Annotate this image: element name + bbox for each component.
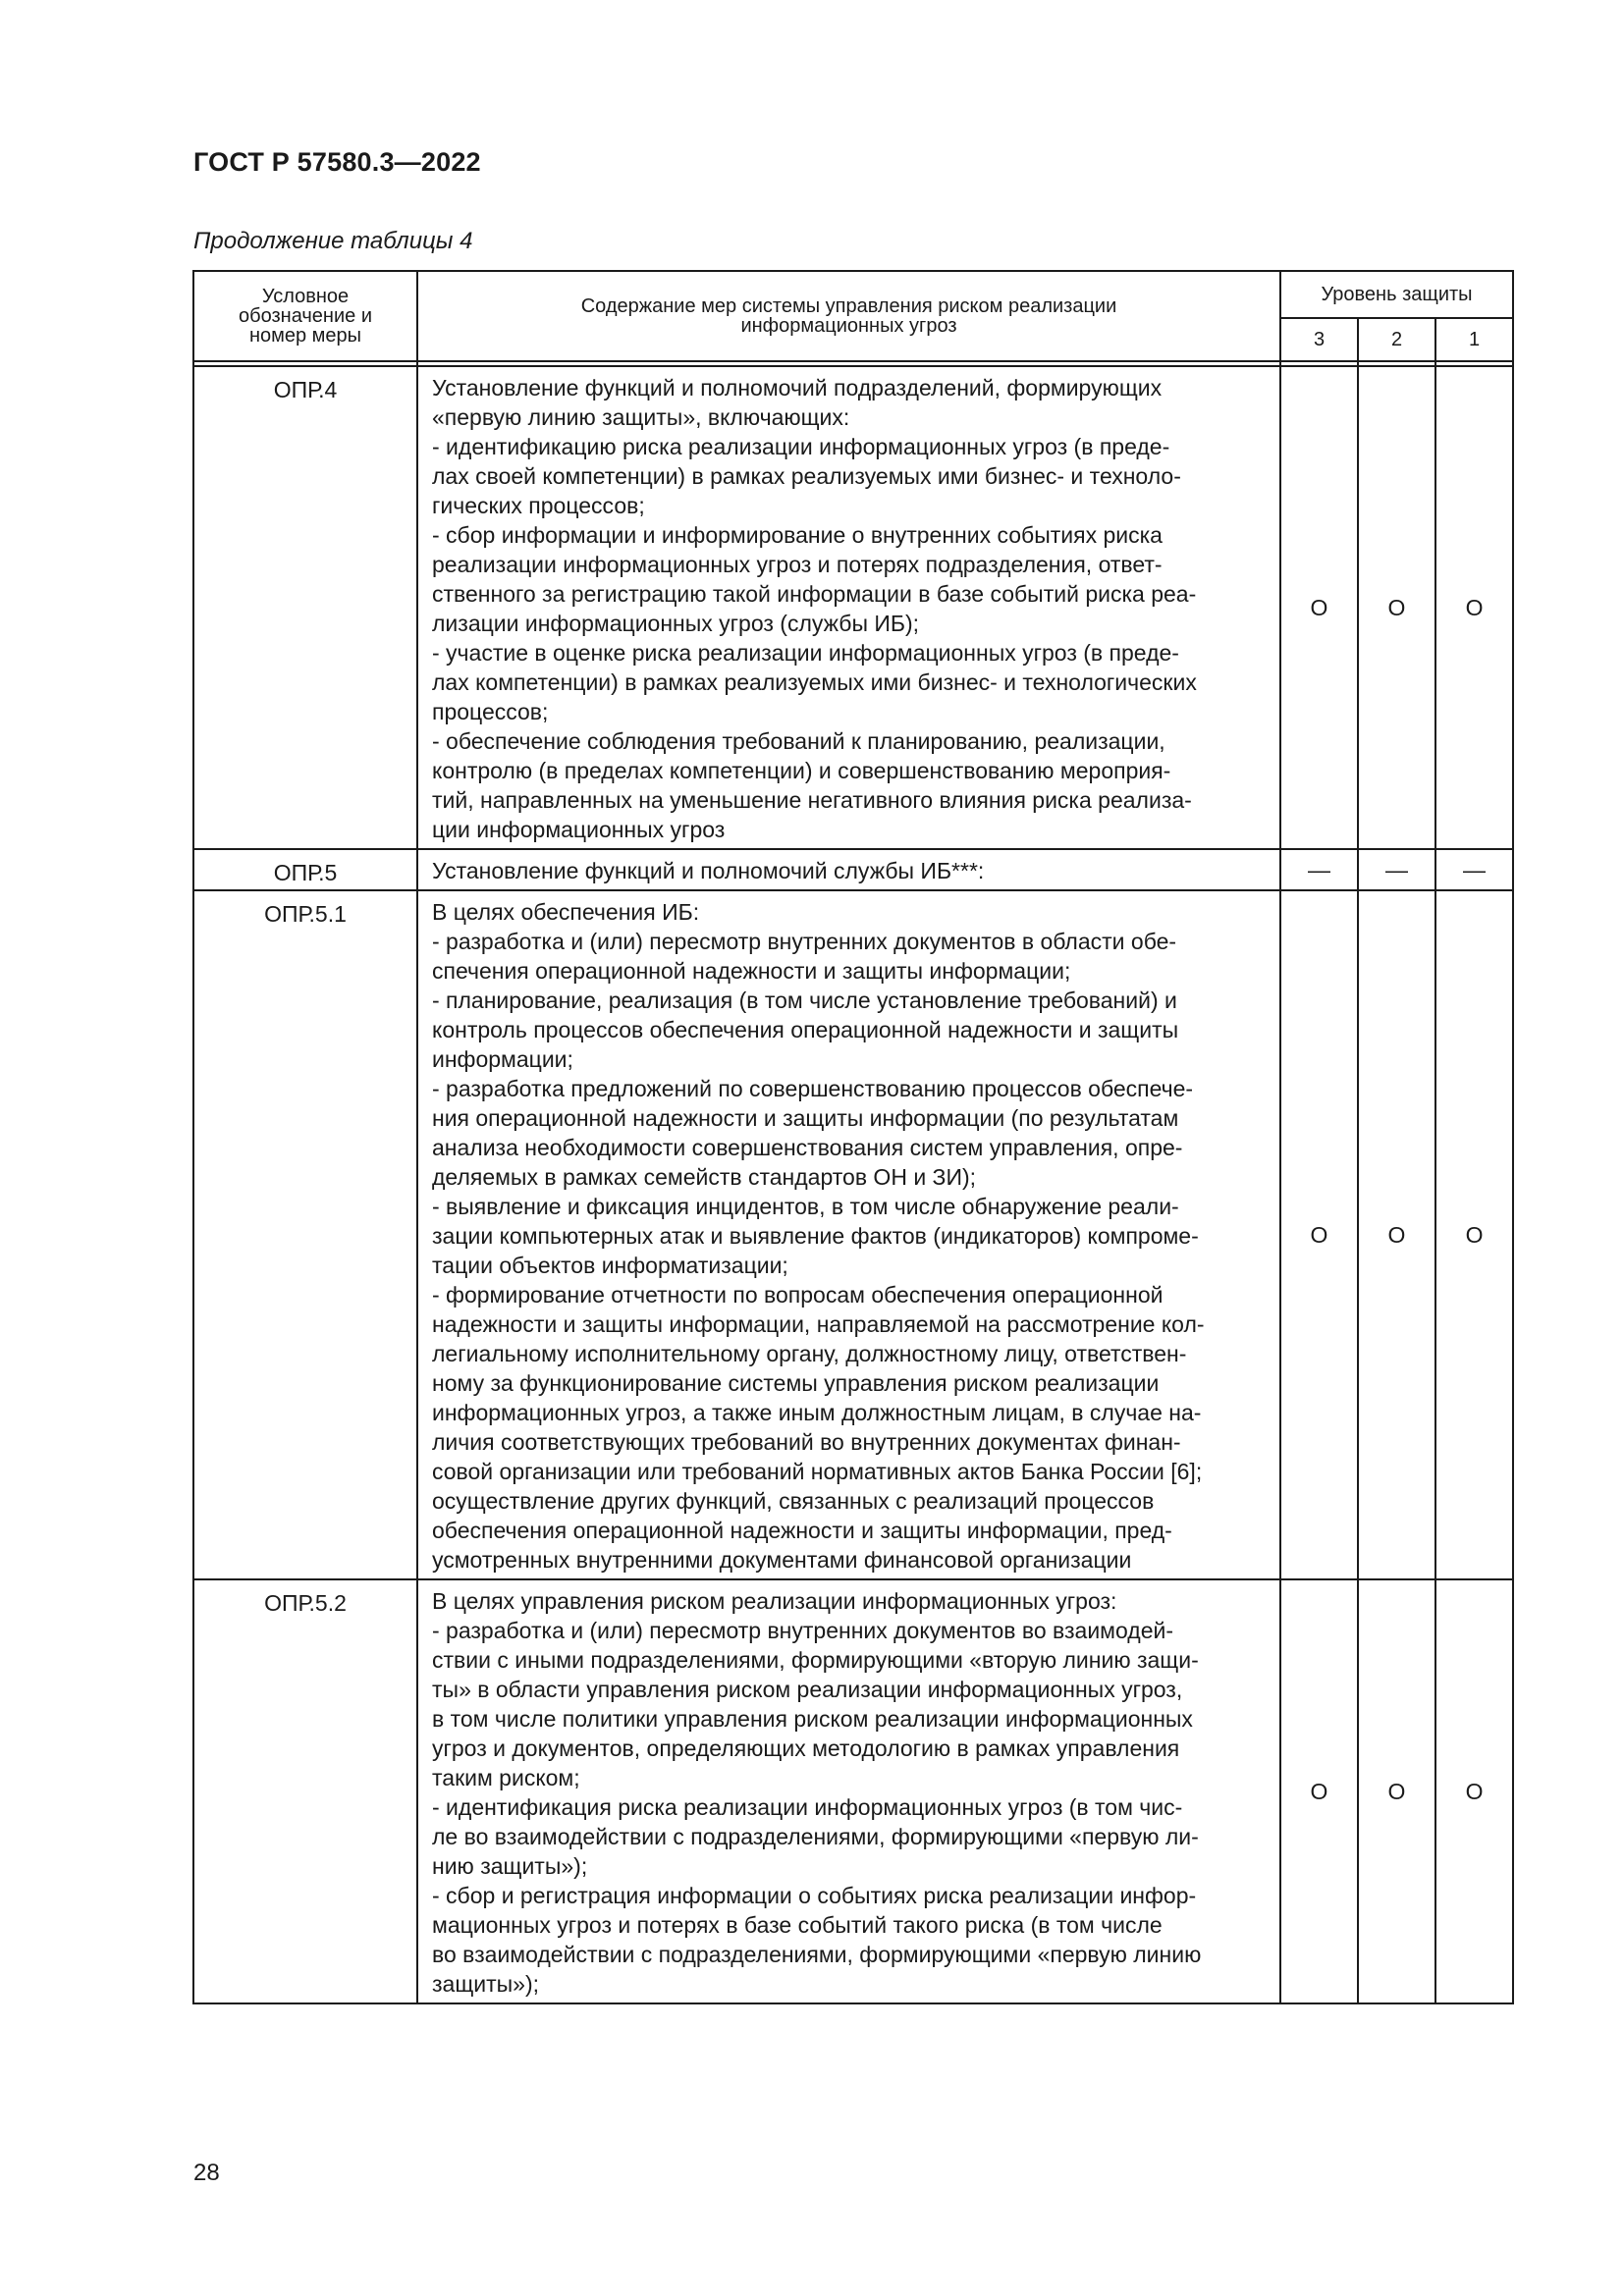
measures-table: [192, 270, 1514, 2004]
header-content-text: Содержание мер системы управления риском реализации информационных угроз: [580, 295, 1117, 337]
content-line: реализации информационных угроз и потерях подразделения, ответ-: [432, 552, 1163, 577]
measure-content: [417, 890, 1280, 1579]
content-line: - планирование, реализация (в том числе установление требований) и: [432, 988, 1177, 1013]
content-line: в том числе политики управления риском реализации информационных: [432, 1706, 1193, 1732]
measure-code: ОПР.4: [193, 366, 417, 849]
header-code: [193, 271, 417, 361]
content-line: усмотренных внутренними документами финансовой организации: [432, 1547, 1132, 1573]
content-line: процессов;: [432, 699, 549, 724]
content-line: информационных угроз, а также иным должностным лицам, в случае на-: [432, 1400, 1202, 1425]
measure-code: ОПР.5: [193, 849, 417, 890]
content-line: тий, направленных на уменьшение негативного влияния риска реализа-: [432, 787, 1192, 813]
content-line: контроль процессов обеспечения операционной надежности и защиты: [432, 1017, 1179, 1042]
content-line: - формирование отчетности по вопросам обеспечения операционной: [432, 1282, 1164, 1308]
measure-code: ОПР.5.1: [193, 890, 417, 1579]
content-line: Установление функций и полномочий подразделений, формирующих: [432, 375, 1163, 400]
content-line: гических процессов;: [432, 493, 645, 518]
content-line: Установление функций и полномочий службы ИБ***:: [432, 858, 985, 883]
content-line: - выявление и фиксация инцидентов, в том числе обнаружение реали-: [432, 1194, 1179, 1219]
level-1-mark: О: [1435, 890, 1513, 1579]
page-number: 28: [193, 2160, 220, 2186]
content-line: - сбор информации и информирование о внутренних событиях риска: [432, 522, 1163, 548]
content-line: ции информационных угроз: [432, 817, 726, 842]
header-code-text: Условное обозначение и номер меры: [239, 286, 372, 347]
content-line: лах компетенции) в рамках реализуемых ими бизнес- и технологических: [432, 669, 1197, 695]
content-line: - разработка и (или) пересмотр внутренних документов во взаимодей-: [432, 1618, 1173, 1643]
content-line: - идентификацию риска реализации информационных угроз (в преде-: [432, 434, 1170, 459]
content-line: осуществление других функций, связанных с реализаций процессов: [432, 1488, 1155, 1514]
content-line: лах своей компетенции) в рамках реализуемых ими бизнес- и техноло-: [432, 463, 1181, 489]
content-line: мационных угроз и потерях в базе событий такого риска (в том числе: [432, 1912, 1163, 1938]
measure-content: [417, 849, 1280, 890]
content-line: тации объектов информатизации;: [432, 1253, 788, 1278]
content-line: ния операционной надежности и защиты информации (по результатам: [432, 1105, 1179, 1131]
measure-content: [417, 366, 1280, 849]
content-line: защиты»);: [432, 1971, 540, 1997]
level-3-mark: —: [1280, 849, 1358, 890]
content-line: анализа необходимости совершенствования систем управления, опре-: [432, 1135, 1183, 1160]
level-3-mark: О: [1280, 366, 1358, 849]
content-line: нию защиты»);: [432, 1853, 588, 1879]
table-header-row: [193, 271, 1513, 318]
header-level-3: 3: [1280, 318, 1358, 361]
content-line: - участие в оценке риска реализации информационных угроз (в преде-: [432, 640, 1179, 666]
content-line: В целях управления риском реализации информационных угроз:: [432, 1588, 1117, 1614]
content-line: ты» в области управления риском реализации информационных угроз,: [432, 1677, 1183, 1702]
table-row: [193, 890, 1513, 1579]
content-line: легиальному исполнительному органу, должностному лицу, ответствен-: [432, 1341, 1187, 1366]
table-row: [193, 1579, 1513, 2003]
content-line: - обеспечение соблюдения требований к планированию, реализации,: [432, 728, 1165, 754]
content-line: «первую линию защиты», включающих:: [432, 404, 850, 430]
level-2-mark: —: [1358, 849, 1435, 890]
content-line: - разработка и (или) пересмотр внутренних документов в области обе-: [432, 929, 1177, 954]
level-2-mark: О: [1358, 1579, 1435, 2003]
content-line: зации компьютерных атак и выявление фактов (индикаторов) компроме-: [432, 1223, 1199, 1249]
level-3-mark: О: [1280, 890, 1358, 1579]
content-line: ле во взаимодействии с подразделениями, формирующими «первую ли-: [432, 1824, 1199, 1849]
table-row: [193, 849, 1513, 890]
content-line: угроз и документов, определяющих методологию в рамках управления: [432, 1735, 1180, 1761]
level-1-mark: —: [1435, 849, 1513, 890]
level-1-mark: О: [1435, 1579, 1513, 2003]
table-continuation-caption: Продолжение таблицы 4: [193, 228, 473, 254]
content-line: - идентификация риска реализации информационных угроз (в том чис-: [432, 1794, 1183, 1820]
table-row: [193, 366, 1513, 849]
header-level-2: 2: [1358, 318, 1435, 361]
content-line: ственного за регистрацию такой информации в базе событий риска реа-: [432, 581, 1197, 607]
content-line: спечения операционной надежности и защиты информации;: [432, 958, 1071, 984]
level-2-mark: О: [1358, 890, 1435, 1579]
level-1-mark: О: [1435, 366, 1513, 849]
header-level-1: 1: [1435, 318, 1513, 361]
content-line: совой организации или требований нормативных актов Банка России [6];: [432, 1459, 1203, 1484]
content-line: ствии с иными подразделениями, формирующими «вторую линию защи-: [432, 1647, 1199, 1673]
header-protection-level: Уровень защиты: [1280, 271, 1513, 318]
content-line: контролю (в пределах компетенции) и совершенствованию мероприя-: [432, 758, 1171, 783]
content-line: деляемых в рамках семейств стандартов ОН и ЗИ);: [432, 1164, 977, 1190]
header-content: [417, 271, 1280, 361]
content-line: информации;: [432, 1046, 573, 1072]
content-line: - сбор и регистрация информации о событиях риска реализации инфор-: [432, 1883, 1197, 1908]
content-line: таким риском;: [432, 1765, 580, 1790]
content-line: В целях обеспечения ИБ:: [432, 899, 700, 925]
level-3-mark: О: [1280, 1579, 1358, 2003]
content-line: ному за функционирование системы управления риском реализации: [432, 1370, 1160, 1396]
content-line: надежности и защиты информации, направляемой на рассмотрение кол-: [432, 1311, 1205, 1337]
content-line: лизации информационных угроз (службы ИБ);: [432, 611, 920, 636]
measure-code: ОПР.5.2: [193, 1579, 417, 2003]
measure-content: [417, 1579, 1280, 2003]
content-line: обеспечения операционной надежности и защиты информации, пред-: [432, 1518, 1172, 1543]
content-line: во взаимодействии с подразделениями, формирующими «первую линию: [432, 1942, 1202, 1967]
content-line: - разработка предложений по совершенствованию процессов обеспече-: [432, 1076, 1194, 1101]
document-code: ГОСТ Р 57580.3—2022: [193, 147, 481, 177]
content-line: личия соответствующих требований во внутренних документах финан-: [432, 1429, 1181, 1455]
level-2-mark: О: [1358, 366, 1435, 849]
